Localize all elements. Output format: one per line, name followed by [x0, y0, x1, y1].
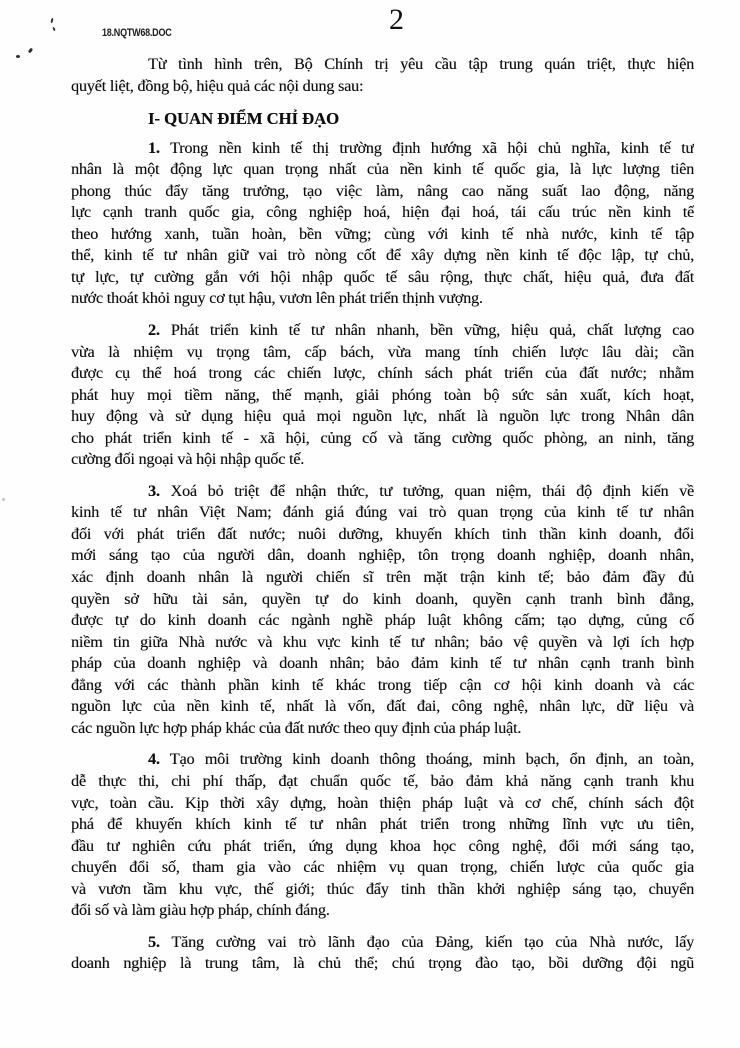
intro-paragraph — [71, 54, 694, 97]
text-line: dễ thực thi, chi phí thấp, đạt chuẩn quốc tế, bảo đảm khả năng cạnh tranh khu — [71, 771, 694, 790]
scan-speck — [2, 498, 5, 501]
scan-speck — [52, 27, 55, 31]
text-line: kinh tế tư nhân Việt Nam; đánh giá đúng vai trò quan trọng của kinh tế tư nhân — [71, 503, 694, 522]
paragraph-number: 1. — [148, 138, 160, 157]
paragraph-number: 4. — [148, 750, 160, 769]
text-line: nguồn lực của nền kinh tế, nhất là vốn, đất đai, công nghệ, nhân lực, dữ liệu và — [71, 697, 694, 716]
text-line: quyết liệt, đồng bộ, hiệu quả các nội dung sau: — [71, 76, 364, 95]
text-line: được cụ thể hoá trong các chiến lược, chính sách phát triển của đất nước; nhằm — [71, 364, 694, 383]
text-line: mới sáng tạo của người dân, doanh nghiệp, tôn trọng doanh nghiệp, doanh nhân, — [71, 546, 694, 565]
paragraph-1 — [71, 138, 694, 310]
section-heading: I- QUAN ĐIỂM CHỈ ĐẠO — [148, 109, 339, 129]
header-filename: 18.NQTW68.DOC — [102, 27, 172, 39]
text-line: thể, kinh tế tư nhân giữ vai trò nòng cốt để xây dựng nền kinh tế độc lập, tự chủ, — [71, 246, 694, 265]
text-line: vừa là nhiệm vụ trọng tâm, cấp bách, vừa mang tính chiến lược lâu dài; cần — [71, 342, 694, 361]
text-line: và vươn tầm khu vực, thế giới; thúc đẩy tinh thần khởi nghiệp sáng tạo, chuyển — [71, 879, 694, 898]
text-line: niềm tin giữa Nhà nước và khu vực kinh tế tư nhân; bảo vệ quyền và lợi ích hợp — [71, 632, 694, 651]
scan-speck — [28, 48, 33, 54]
scan-speck — [16, 55, 20, 58]
text-line: các nguồn lực hợp pháp khác của đất nước theo quy định của pháp luật. — [71, 718, 522, 737]
document-body — [71, 54, 694, 985]
paragraph-number: 5. — [148, 932, 160, 951]
text-line: tự lực, tự cường gắn với hội nhập quốc tế sâu rộng, thực chất, hiệu quả, đưa đất — [71, 267, 694, 286]
text-line: phong thúc đẩy tăng trưởng, tạo việc làm, nâng cao năng suất lao động, năng — [71, 181, 694, 200]
text-line: phá để khuyến khích kinh tế tư nhân phát triển trong những lĩnh vực ưu tiên, — [71, 815, 694, 834]
text-line: cho phát triển kinh tế - xã hội, củng cố và tăng cường quốc phòng, an ninh, tăng — [71, 428, 694, 447]
text-line: xác định doanh nhân là người chiến sĩ trên mặt trận kinh tế; bảo đảm đầy đủ — [71, 568, 694, 587]
text-line: 3. Xoá bỏ triệt để nhận thức, tư tưởng, quan niệm, thái độ định kiến về — [148, 481, 694, 500]
text-line: phát huy mọi tiềm năng, thế mạnh, giải phóng toàn bộ sức sản xuất, kích hoạt, — [71, 385, 694, 404]
text-line: được tự do kinh doanh các ngành nghề pháp luật không cấm; tạo dựng, củng cố — [71, 611, 694, 630]
text-line: Từ tình hình trên, Bộ Chính trị yêu cầu tập trung quán triệt, thực hiện — [148, 55, 694, 73]
paragraph-3 — [71, 481, 694, 740]
paragraph-5 — [71, 932, 694, 975]
page-number: 2 — [389, 3, 404, 36]
text-line: chuyển đổi số, tham gia vào các nhiệm vụ quan trọng, chiến lược của quốc gia — [71, 858, 694, 877]
text-line: 5. Tăng cường vai trò lãnh đạo của Đảng, kiến tạo của Nhà nước, lấy — [148, 932, 694, 951]
text-line: đối với phát triển đất nước; nuôi dưỡng, khuyến khích tinh thần kinh doanh, đổi — [71, 524, 694, 543]
text-line: đẳng với các thành phần kinh tế khác trong tiếp cận cơ hội kinh doanh và các — [71, 675, 694, 694]
text-line: lực cạnh tranh quốc gia, công nghiệp hoá, hiện đại hoá, tái cấu trúc nền kinh tế — [71, 203, 694, 222]
text-line: vực, toàn cầu. Kịp thời xây dựng, hoàn thiện pháp luật và cơ chế, chính sách đột — [71, 793, 694, 812]
text-line: nước thoát khỏi nguy cơ tụt hậu, vươn lên phát triển thịnh vượng. — [71, 289, 483, 308]
text-line: đổi số và làm giàu hợp pháp, chính đáng. — [71, 901, 330, 920]
text-line: pháp của doanh nghiệp và doanh nhân; bảo đảm kinh tế tư nhân cạnh tranh bình — [71, 654, 694, 673]
text-line: 1. Trong nền kinh tế thị trường định hướng xã hội chủ nghĩa, kinh tế tư — [148, 138, 694, 157]
text-line: nhân là một động lực quan trọng nhất của nền kinh tế quốc gia, là lực lượng tiên — [71, 160, 694, 179]
text-line: đầu tư nghiên cứu phát triển, ứng dụng khoa học công nghệ, đổi mới sáng tạo, — [71, 836, 694, 855]
text-line: quyền sở hữu tài sản, quyền tự do kinh doanh, quyền cạnh tranh bình đẳng, — [71, 589, 694, 608]
paragraph-number: 2. — [148, 321, 160, 340]
text-line: 4. Tạo môi trường kinh doanh thông thoáng, minh bạch, ổn định, an toàn, — [148, 750, 694, 769]
text-line: huy động và sử dụng hiệu quả mọi nguồn lực, nhất là nguồn lực trong Nhân dân — [71, 407, 694, 426]
scan-speck — [50, 18, 53, 23]
paragraph-4 — [71, 749, 694, 921]
text-line: 2. Phát triển kinh tế tư nhân nhanh, bền vững, hiệu quả, chất lượng cao — [148, 321, 694, 340]
paragraph-number: 3. — [148, 481, 160, 500]
text-line: doanh nghiệp là trung tâm, là chủ thể; chú trọng đào tạo, bồi dưỡng đội ngũ — [71, 954, 694, 973]
text-line: theo hướng xanh, tuần hoàn, bền vững; cùng với kinh tế nhà nước, kinh tế tập — [71, 224, 694, 243]
text-line: cường đối ngoại và hội nhập quốc tế. — [71, 450, 305, 469]
paragraph-2 — [71, 320, 694, 471]
